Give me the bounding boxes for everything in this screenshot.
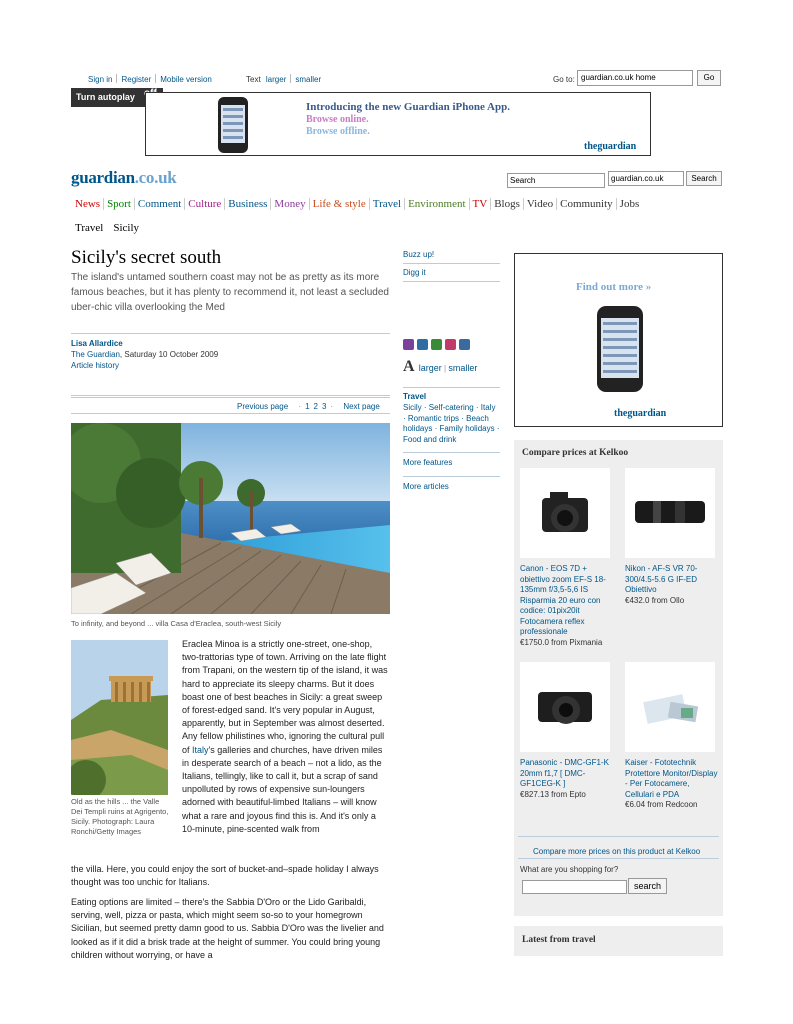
dot: · <box>298 402 302 411</box>
product-2-link[interactable]: Nikon - AF-S VR 70-300/4.5-5.6 G IF-ED Obiettivo <box>625 564 698 594</box>
search-button[interactable]: Search <box>686 171 722 186</box>
article-body-paragraph-1 <box>182 638 390 836</box>
divider <box>290 74 291 83</box>
section-travel-link[interactable]: Travel <box>403 392 427 401</box>
banner-line-online: Browse online. <box>306 114 369 125</box>
hero-caption: To infinity, and beyond ... villa Casa d'Eraclea, south-west Sicily <box>71 619 282 628</box>
kelkoo-price-widget <box>514 440 723 916</box>
search-input[interactable]: Search <box>507 173 605 188</box>
product-2-price: €432.0 from Ollo <box>625 595 685 605</box>
tool-smaller-link[interactable]: smaller <box>448 363 478 373</box>
print-icon[interactable] <box>403 339 414 350</box>
divider <box>403 263 500 264</box>
kelkoo-title: Compare prices at Kelkoo <box>522 448 629 458</box>
tag-links[interactable]: Sicily · Self-catering · Italy · Romantic trips · Beach holidays · Family holidays · Food and drink <box>403 403 500 444</box>
logo-main: guardian <box>71 168 135 187</box>
product-4 <box>625 758 720 811</box>
logo-suffix: .co.uk <box>134 168 177 187</box>
nav-life-style[interactable]: Life & style <box>309 198 369 210</box>
page-3-link[interactable]: 3 <box>321 402 327 411</box>
body-text: 's galleries and churches, have driven miles in desperate search of a beach – not a lido, as the Italians, tellingly, like to call it, but a scrap of sand unpolluted by rows of expensive sun-loungers adorned with beautiful-limbed Italians – will know what a rare and joyous find this is. And it's only a 10-minute, pine-scented walk from <box>182 744 383 834</box>
breadcrumb-travel[interactable]: Travel <box>75 222 104 234</box>
nav-jobs[interactable]: Jobs <box>616 198 643 210</box>
italy-link[interactable]: Italy <box>192 744 209 755</box>
product-3-link[interactable]: Panasonic - DMC-GF1-K 20mm f1,7 [ DMC-GF1CEG-K ] <box>520 758 609 788</box>
product-1-price: €1750.0 from Pixmania <box>520 637 603 647</box>
divider <box>155 74 156 83</box>
article-body-paragraph-2: Eating options are limited – there's the Sabbia D'Oro or the Lido Garibaldi, serving, well, pizza or pasta, which might seem so-so to your homegrown Sicilian, but seemed pretty damn good to us. Sabbia D'Oro was the livelier and looked as if it did a brisk trade at the height of summer. You could bring young children without worrying, or have a <box>71 897 384 960</box>
article-headline: Sicily's secret south <box>71 247 222 268</box>
divider <box>518 836 719 837</box>
email-icon[interactable] <box>417 339 428 350</box>
digg-link[interactable]: Digg it <box>403 268 426 277</box>
search-scope-select[interactable]: guardian.co.uk <box>608 171 684 186</box>
iphone-image <box>218 97 248 153</box>
divider <box>403 281 500 282</box>
product-2 <box>625 564 720 606</box>
banner-headline: Introducing the new Guardian iPhone App. <box>306 101 510 113</box>
divider <box>403 452 500 453</box>
iphone-app-banner-ad[interactable] <box>145 92 651 156</box>
more-articles-link[interactable]: More articles <box>403 482 449 491</box>
breadcrumb <box>75 222 149 234</box>
goto-select[interactable]: guardian.co.uk home <box>577 70 693 86</box>
temple-ruins-photo <box>71 640 168 795</box>
panasonic-camera-image[interactable] <box>520 662 610 752</box>
publish-date: , Saturday 10 October 2009 <box>119 350 219 359</box>
article-tools-column <box>403 250 500 500</box>
product-1 <box>520 564 615 648</box>
more-features-link[interactable]: More features <box>403 458 453 467</box>
product-4-price: €6.04 from Redcoon <box>625 800 698 809</box>
goto-control <box>553 70 723 87</box>
nikon-lens-image[interactable] <box>625 468 715 558</box>
text-larger-link[interactable]: larger <box>265 75 287 84</box>
main-nav <box>75 198 642 210</box>
product-1-link[interactable]: Canon - EOS 7D + obiettivo zoom EF-S 18-135mm f/3,5-5,6 IS Risparmia 20 euro con codice: 01pix20it Fotocamera reflex professionale <box>520 564 606 636</box>
product-4-link[interactable]: Kaiser - Fototechnik Protettore Monitor/Display - Per Fotocamere, Cellulari e PDA <box>625 758 718 799</box>
text-smaller-link[interactable]: smaller <box>295 75 322 84</box>
nav-travel[interactable]: Travel <box>369 198 404 210</box>
nav-sport[interactable]: Sport <box>103 198 134 210</box>
breadcrumb-sicily[interactable]: Sicily <box>113 222 139 234</box>
text-size-tool: A larger | smaller <box>403 358 478 375</box>
shopping-search-input[interactable] <box>522 880 627 894</box>
latest-from-travel <box>514 926 723 956</box>
divider <box>116 74 117 83</box>
share-icon[interactable] <box>431 339 442 350</box>
iphone-app-side-ad[interactable] <box>514 253 723 427</box>
product-3-price: €827.13 from Epto <box>520 789 586 799</box>
divider <box>71 397 390 398</box>
dot: · <box>330 402 334 411</box>
canon-camera-image[interactable] <box>520 468 610 558</box>
next-page-link[interactable]: Next page <box>343 402 380 411</box>
goto-label: Go to: <box>553 75 575 84</box>
tool-larger-link[interactable]: larger <box>418 363 442 373</box>
clip-icon[interactable] <box>445 339 456 350</box>
divider <box>403 387 500 388</box>
page-1-link[interactable]: 1 <box>305 402 310 411</box>
guardian-logo: theguardian <box>614 408 667 419</box>
villa-pool-photo <box>71 423 390 614</box>
nav-business[interactable]: Business <box>224 198 270 210</box>
publication-link[interactable]: The Guardian <box>71 350 120 359</box>
divider <box>518 858 719 859</box>
buzz-up-link[interactable]: Buzz up! <box>403 250 435 259</box>
divider <box>71 333 390 334</box>
guardian-logo: theguardian <box>584 141 637 152</box>
autoplay-label: Turn autoplay <box>76 92 135 102</box>
nav-blogs[interactable]: Blogs <box>490 198 523 210</box>
author-link[interactable]: Lisa Allardice <box>71 339 123 348</box>
latest-title: Latest from travel <box>522 935 596 945</box>
divider <box>71 395 390 396</box>
text-size-controls <box>246 74 321 84</box>
mobile-version-link[interactable]: Mobile version <box>160 75 212 84</box>
text-size-icon: A <box>403 358 415 375</box>
iphone-image <box>597 306 643 392</box>
banner-line-offline: Browse offline. <box>306 126 370 137</box>
find-out-more-link[interactable]: Find out more » <box>576 281 652 293</box>
goto-button[interactable]: Go <box>697 70 721 86</box>
nav-video[interactable]: Video <box>523 198 556 210</box>
nav-environment[interactable]: Environment <box>404 198 468 210</box>
thumb-caption: Old as the hills ... the Valle Dei Templi ruins at Agrigento, Sicily. Photograph: Laura Ronchi/Getty Images <box>71 797 169 836</box>
nav-news[interactable]: News <box>75 198 101 210</box>
previous-page-link[interactable]: Previous page <box>237 402 289 411</box>
divider <box>71 413 390 414</box>
nav-culture[interactable]: Culture <box>184 198 224 210</box>
article-body-paragraph-1-cont: the villa. Here, you could enjoy the sort of bucket-and–spade holiday I always thought was too unchic for Italians. <box>71 864 379 888</box>
utility-bar <box>88 74 212 84</box>
shopping-search-button[interactable]: search <box>628 878 667 894</box>
pagination <box>237 402 388 411</box>
shopping-label: What are you shopping for? <box>520 865 619 874</box>
article-standfirst: The island's untamed southern coast may not be as pretty as its more famous beaches, but it has plenty to recommend it, not least a secluded uber-chic villa overlooking the Med <box>71 272 389 313</box>
article-history-link[interactable]: Article history <box>71 361 120 370</box>
register-link[interactable]: Register <box>121 75 152 84</box>
nav-comment[interactable]: Comment <box>134 198 184 210</box>
sign-in-link[interactable]: Sign in <box>88 75 113 84</box>
kaiser-protector-image[interactable] <box>625 662 715 752</box>
body-text: Eraclea Minoa is a strictly one-street, one-shop, two-trattorias type of town. Arriving on the late flight from Trapani, on the western tip of the island, it was hard to appreciate its sleepy charms. But it does boast one of best beaches in Sicily: a great sweep of forest-edged sand. It's very popular in August, apparently, but in September was almost deserted. Any fellow philistines who, ignoring the cultural pull of <box>182 639 388 755</box>
text-label: Text <box>246 75 261 84</box>
product-3 <box>520 758 615 800</box>
compare-more-link[interactable]: Compare more prices on this product at Kelkoo <box>533 847 701 856</box>
page-2-link[interactable]: 2 <box>313 402 318 411</box>
site-logo[interactable] <box>71 168 176 188</box>
divider <box>403 476 500 477</box>
nav-money[interactable]: Money <box>270 198 308 210</box>
nav-tv[interactable]: TV <box>469 198 491 210</box>
nav-community[interactable]: Community <box>556 198 616 210</box>
share-icons <box>403 339 500 352</box>
byline <box>71 338 218 371</box>
contact-icon[interactable] <box>459 339 470 350</box>
